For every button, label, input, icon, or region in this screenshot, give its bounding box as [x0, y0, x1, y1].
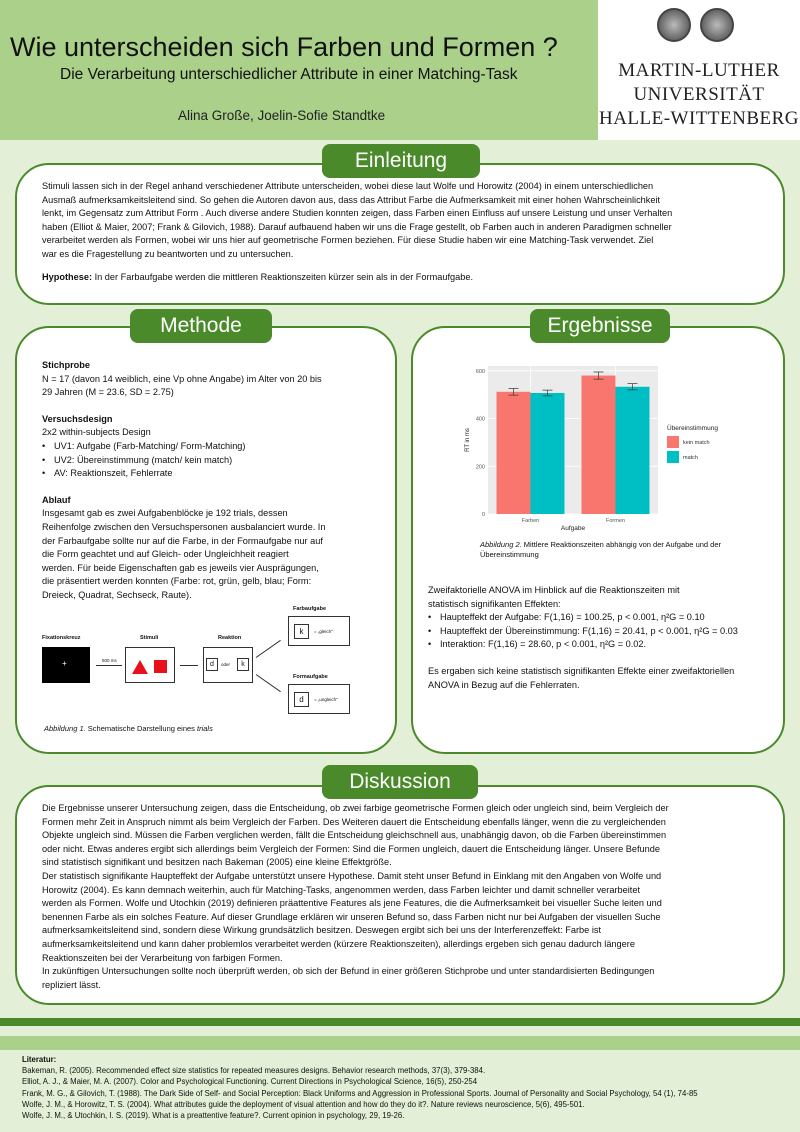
reference-item: Elliot, A. J., & Maier, M. A. (2007). Color and Psychological Functioning. Current Directions in Psychological Science, 16(5), 250-254	[22, 1077, 478, 1087]
stimuli-screen	[125, 647, 175, 683]
legend-title: Übereinstimmung	[667, 425, 718, 432]
text-line: repliziert lässt.	[42, 979, 101, 990]
legend-swatch	[667, 451, 679, 463]
reference-item: Wolfe, J. M., & Utochkin, I. S. (2019). What is a preattentive feature?. Current opinion in psychology, 29, 19-26.	[22, 1111, 405, 1121]
text-line: werden als Formen. Wolfe und Utochkin (2019) definieren präattentive Features als jene Features, die die Aufmerksamkeit bei visueller Suche leiten und	[42, 898, 662, 909]
arrow-icon	[256, 674, 281, 692]
einleitung-heading: Einleitung	[322, 144, 480, 178]
text-line: Die Ergebnisse unserer Untersuchung zeigen, dass die Entscheidung, ob zwei farbige geometrische Formen gleich oder ungleich sind, beim Vergleich der	[42, 803, 669, 813]
text-line: haben (Elliot & Maier, 2007; Frank & Gilovich, 1988). Darauf aufbauend haben wir uns die Frage gestellt, ob Farben auch in anderen Paradigmen schneller	[42, 221, 672, 232]
legend-label: kein match	[683, 440, 710, 446]
stimuli-label: Stimuli	[140, 635, 159, 641]
y-tick-label: 400	[475, 416, 485, 423]
stimuli-shapes	[126, 648, 176, 684]
x-axis-label: Aufgabe	[560, 525, 586, 532]
text-line: lenkt, im Gegensatz zum Attribut Form . Auch diverse andere Studien konnten zeigen, dass Farben einen Einfluss auf unsere Leistung und unser Verhalten	[42, 208, 673, 219]
text-line: die präsentiert werden konnten (Farbe: rot, grün, gelb, blau; Form:	[42, 576, 312, 587]
text-line: war es die Fragestellung zu beantworten und zu untersuchen.	[42, 248, 294, 259]
bar-match-Farben	[531, 393, 565, 514]
y-axis-label: RT in ms	[465, 428, 471, 452]
legend-label: match	[683, 455, 698, 461]
text-line: Dreieck, Quadrat, Sechseck, Raute).	[42, 589, 192, 600]
caption-prefix: Abbildung 1.	[44, 724, 86, 733]
list-item: • AV: Reaktionszeit, Fehlerrate	[42, 467, 382, 481]
bar-kein-match-Farben	[497, 392, 531, 514]
hypothesis-label: Hypothese:	[42, 271, 93, 282]
fixationskreuz-label: Fixationskreuz	[42, 635, 81, 641]
arrow-icon	[256, 640, 281, 658]
text-line: sind statistisch signifikant und besitzen nach Bakeman (2005) eine kleine Effektgröße.	[42, 857, 392, 868]
text-line: Horowitz (2004). Es kann demnach weiterhin, auch für Matching-Tasks, angenommen werden, dass Farben leichter und damit schneller verarbeitet	[42, 884, 640, 895]
text-line: die Form geachtet und auf Gleich- oder Ungleichheit reagiert	[42, 549, 289, 560]
bar-match-Formen	[616, 387, 650, 514]
text-line: Reihenfolge zwischen den Versuchspersonen ausbalanciert wurde. In	[42, 521, 326, 532]
key-k: k	[294, 624, 309, 639]
reference-item: Wolfe, J. M., & Horowitz, T. S. (2004). What attributes guide the deployment of visual attention and how do they do it?. Nature reviews neuroscience, 5(6), 495-501.	[22, 1099, 585, 1109]
list-item: • UV1: Aufgabe (Farb-Matching/ Form-Matching)	[42, 440, 382, 454]
text-line: Insgesamt gab es zwei Aufgabenblöcke je 192 trials, dessen	[42, 508, 288, 519]
text-line: 2x2 within-subjects Design	[42, 427, 151, 438]
text-line: benennen Farbe als ein solches Feature. Auf dieser Grundlage erklären wir unseren Befund so, dass Farben nicht nur bei Aufgaben der visuellen Suche	[42, 911, 661, 922]
university-name-line: UNIVERSITÄT	[633, 84, 765, 105]
ergebnisse-text	[428, 584, 778, 692]
bar-kein-match-Formen	[582, 376, 616, 514]
poster-authors: Alina Große, Joelin-Sofie Standtke	[178, 108, 386, 123]
text-line: 29 Jahren (M = 23.6, SD = 2.75)	[42, 387, 174, 398]
square-icon	[154, 660, 167, 673]
university-name-line: MARTIN-LUTHER	[618, 60, 780, 81]
rt-bar-chart	[455, 360, 745, 535]
x-tick-label: Formen	[606, 518, 625, 524]
methode-heading: Methode	[130, 309, 272, 343]
university-name-line: HALLE-WITTENBERG	[598, 108, 800, 129]
list-item: • UV2: Übereinstimmung (match/ kein match)	[42, 454, 382, 468]
text-line: statistisch signifikanten Effekten:	[428, 598, 561, 609]
oder-label: oder	[221, 662, 231, 667]
legend-swatch	[667, 436, 679, 448]
text-line: Formen mehr Zeit in Anspruch nimmt als beim Vergleich der Farben. Des Weiteren dauert die Entscheidung ebenfalls länger, wenn die zu vergleichenden	[42, 816, 666, 827]
text-line: aufmerksamkeitsleitend und kann daher problemlos verarbeitet werden (kürzere Reaktionszeiten), allerdings ergeben sich genau dadurch längere	[42, 938, 635, 949]
hypothesis	[42, 271, 772, 285]
references	[22, 1054, 792, 1121]
key-d: d	[206, 658, 218, 671]
text-line: Objekte ungleich sind. Müssen die Farben verglichen werden, fällt die Entscheidung gleichschnell aus, unabhängig davon, ob die Farben übereinstimmen	[42, 830, 667, 841]
ergebnisse-heading: Ergebnisse	[530, 309, 670, 343]
text-line: Stimuli lassen sich in der Regel anhand verschiedener Attribute unterscheiden, wobei diese laut Wolfe und Horowitz (2004) in einem unterschiedlichen	[42, 181, 654, 191]
reaktion-label: Reaktion	[218, 635, 242, 641]
ablauf-title: Ablauf	[42, 494, 71, 505]
y-tick-label: 200	[475, 464, 485, 471]
reference-item: Bakeman, R. (2005). Recommended effect size statistics for repeated measures designs. Behavior research methods, 37(3), 379-384.	[22, 1066, 486, 1076]
duration-label: 500 ms	[102, 658, 117, 663]
farbaufgabe-label: Farbaufgabe	[293, 606, 327, 612]
text-line: aufmerksamkeitsleitend sind, sondern diese Wirkung grundsätzlich besitzen. Deswegen ergibt sich bei uns der Interferenzeffekt: Farbe ist	[42, 925, 602, 936]
text-line: der Farbaufgabe sollte nur auf die Farbe, in der Formaufgabe nur auf	[42, 535, 323, 546]
list-item: • Haupteffekt der Übereinstimmung: F(1,16) = 20.41, p < 0.001, η²G = 0.03	[428, 625, 778, 639]
poster-subtitle: Die Verarbeitung unterschiedlicher Attribute in einer Matching-Task	[60, 66, 518, 83]
key-k: k	[237, 658, 249, 671]
list-item: • Interaktion: F(1,16) = 28.60, p < 0.001, η²G = 0.02.	[428, 638, 778, 652]
text-line: Es ergaben sich keine statistisch signifikanten Effekte einer zweifaktoriellen	[428, 665, 735, 676]
text-line: N = 17 (davon 14 weiblich, eine Vp ohne Angabe) im Alter von 20 bis	[42, 373, 322, 384]
diskussion-heading: Diskussion	[322, 765, 478, 799]
text-line: Reaktionszeiten bei der Verarbeitung von farbigen Formen.	[42, 952, 283, 963]
caption-prefix: Abbildung 2.	[480, 540, 522, 549]
figure-2-caption: Abbildung 2. Mittlere Reaktionszeiten abhängig von der Aufgabe und der Übereinstimmung	[480, 540, 722, 559]
text-line: Der statistisch signifikante Haupteffekt der Aufgabe unterstützt unsere Hypothese. Damit steht unser Befund in Einklang mit den Angaben von Wolfe und	[42, 870, 662, 881]
triangle-icon	[132, 660, 148, 674]
einleitung-text	[42, 180, 772, 284]
references-heading: Literatur:	[22, 1055, 57, 1064]
diskussion-text	[42, 802, 782, 992]
list-item: • Haupteffekt der Aufgabe: F(1,16) = 100.25, p < 0.001, η²G = 0.10	[428, 611, 778, 625]
arrow-icon	[180, 665, 198, 666]
arrow-icon	[96, 665, 122, 666]
footer-divider	[0, 1018, 800, 1026]
fixation-cross-icon: +	[62, 659, 67, 668]
formaufgabe-label: Formaufgabe	[293, 674, 328, 680]
y-tick-label: 600	[475, 368, 485, 375]
text-line: Zweifaktorielle ANOVA im Hinblick auf die Reaktionszeiten mit	[428, 585, 680, 595]
fixation-screen	[42, 647, 90, 683]
reference-item: Frank, M. G., & Gilovich, T. (1988). The Dark Side of Self- and Social Perception: Black Uniforms and Aggression in Professional Sports. Journal of Personality and Social Psychology, 54 (1), 74-85	[22, 1088, 698, 1098]
key-d: d	[294, 692, 309, 707]
trial-schematic-figure	[40, 602, 360, 720]
figure-1-caption: Abbildung 1. Schematische Darstellung eines trials	[44, 724, 213, 733]
ungleich-label: = „ungleich"	[314, 697, 338, 702]
stichprobe-title: Stichprobe	[42, 360, 90, 370]
university-seal-icon	[657, 8, 691, 42]
text-line: Ausmaß aufmerksamkeitsleitend sind. So gehen die Autoren davon aus, dass das Attribut Farbe die Aufmerksamkeit mit einer hohen Wahrscheinlichkeit	[42, 194, 661, 205]
footer-band	[0, 1036, 800, 1050]
text-line: werden. Für beide Eigenschaften gab es jeweils vier Ausprägungen,	[42, 562, 319, 573]
hypothesis-text: In der Farbaufgabe werden die mittleren Reaktionszeiten kürzer sein als in der Formaufgabe.	[92, 271, 474, 282]
text-line: ANOVA in Bezug auf die Fehlerraten.	[428, 679, 580, 690]
x-tick-label: Farben	[521, 518, 540, 524]
text-line: verarbeitet werden als Formen, wobei wir uns hier auf geometrische Formen beziehen. Für diese Studie haben wir eine Matching-Task verwendet. Ziel	[42, 235, 654, 246]
design-title: Versuchsdesign	[42, 413, 113, 424]
text-line: In zukünftigen Untersuchungen sollte noch überprüft werden, ob sich der Befund in einer größeren Stichprobe und unter standardisierten Bedingungen	[42, 966, 655, 977]
y-tick-label: 0	[481, 512, 485, 518]
gleich-label: = „gleich"	[314, 629, 333, 634]
text-line: oder nicht. Etwas anderes ergibt sich allerdings beim Vergleich der Formen: Sind die Formen ungleich, dauert die Entscheidung länger. Unsere Befunde	[42, 843, 660, 854]
poster-title: Wie unterscheiden sich Farben und Formen ?	[10, 32, 558, 62]
university-seal-icon	[700, 8, 734, 42]
methode-text	[42, 359, 382, 603]
